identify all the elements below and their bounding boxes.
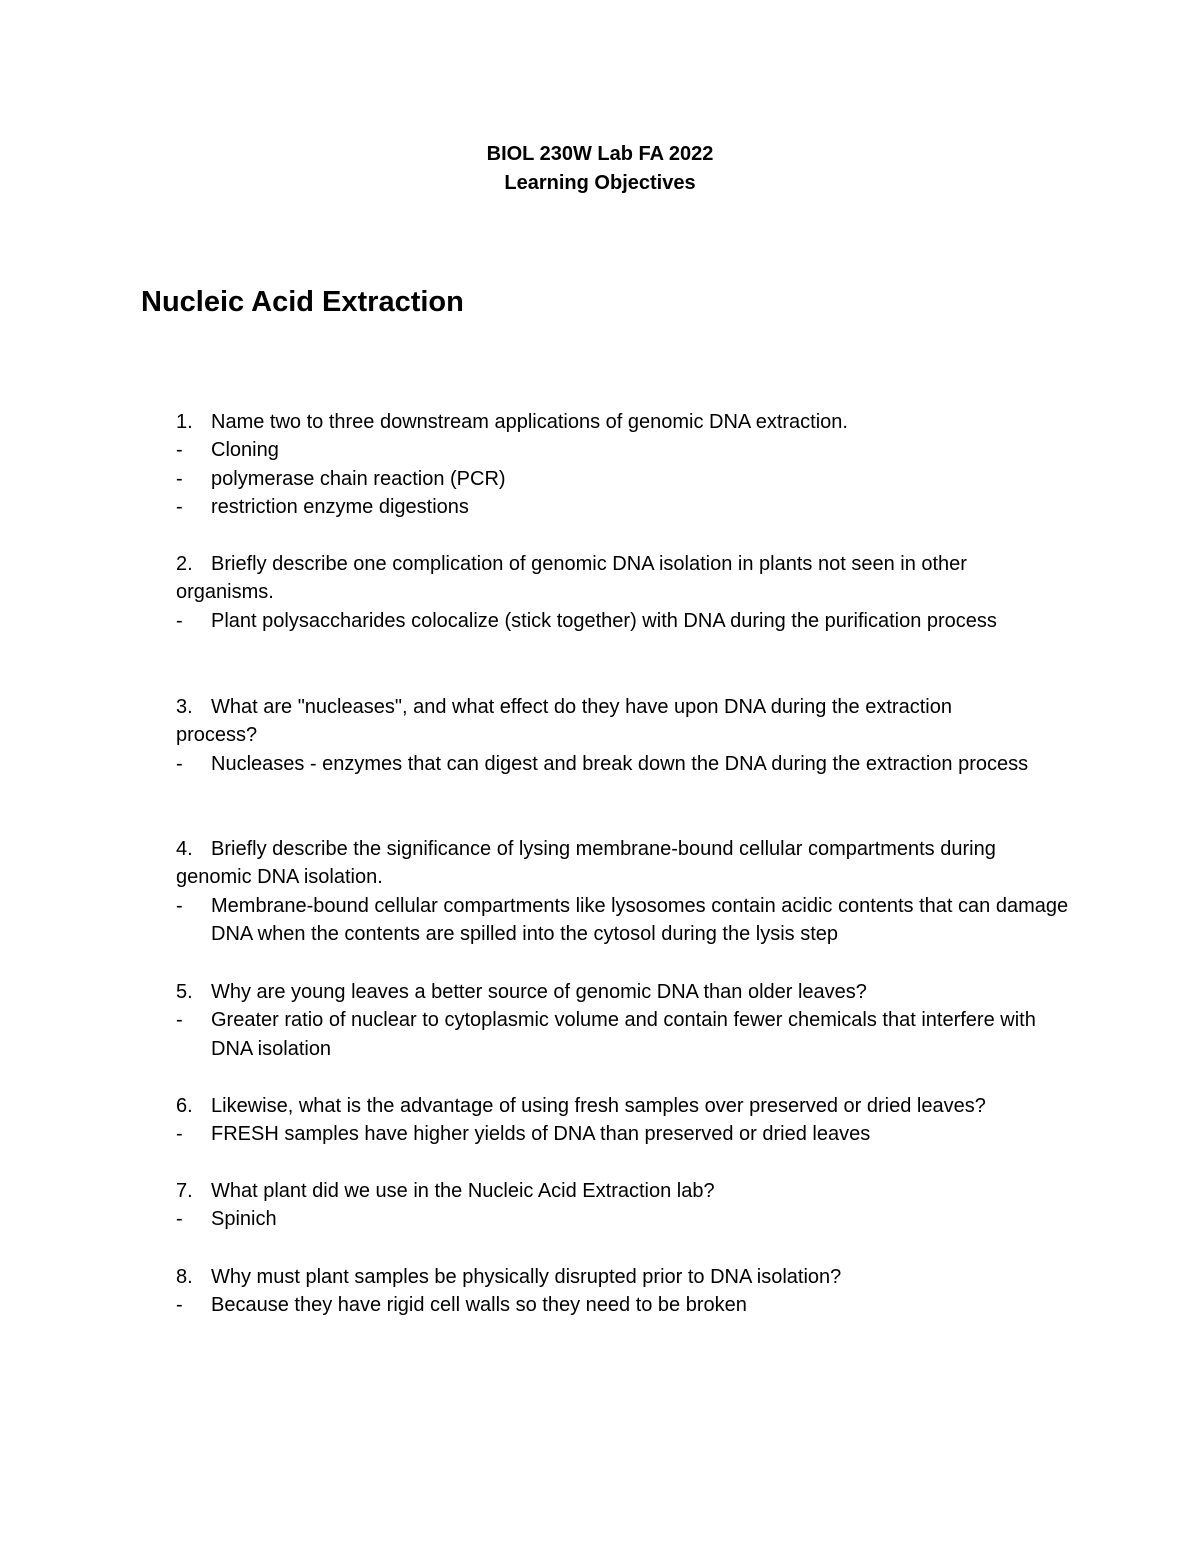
dash-bullet: - xyxy=(176,1009,183,1032)
dash-bullet: - xyxy=(176,894,183,917)
question-2-continued xyxy=(176,578,1076,606)
question-4-continued xyxy=(176,863,1076,891)
question-text: Why are young leaves a better source of genomic DNA than older leaves? xyxy=(211,981,867,1003)
question-text: Briefly describe one complication of genomic DNA isolation in plants not seen in other xyxy=(211,553,967,575)
section-title: Nucleic Acid Extraction xyxy=(141,286,464,318)
answer-text: Nucleases - enzymes that can digest and break down the DNA during the extraction process xyxy=(211,752,1029,775)
answer-text: Cloning xyxy=(211,439,279,462)
question-text: Why must plant samples be physically disrupted prior to DNA isolation? xyxy=(211,1266,842,1288)
answer-item xyxy=(176,1291,1076,1319)
dash-bullet: - xyxy=(176,467,183,490)
dash-bullet: - xyxy=(176,752,183,775)
question-7 xyxy=(176,1177,1076,1205)
answer-text: Membrane-bound cellular compartments like lysosomes contain acidic contents that can damage DNA when the contents are spilled into the cytosol during the lysis step xyxy=(211,894,1069,946)
answer-text: Because they have rigid cell walls so they need to be broken xyxy=(211,1294,747,1317)
question-text: Briefly describe the significance of lysing membrane-bound cellular compartments during xyxy=(211,838,996,860)
question-block-2 xyxy=(176,550,1076,635)
question-number: 8. xyxy=(176,1266,193,1288)
question-block-8 xyxy=(176,1263,1076,1320)
question-text: What are "nucleases", and what effect do they have upon DNA during the extraction xyxy=(211,696,952,718)
question-2 xyxy=(176,550,1076,578)
dash-bullet: - xyxy=(176,496,183,519)
question-block-6 xyxy=(176,1092,1076,1149)
answer-item xyxy=(176,1120,1076,1148)
question-number: 4. xyxy=(176,838,193,860)
dash-bullet: - xyxy=(176,1123,183,1146)
answer-text: polymerase chain reaction (PCR) xyxy=(211,467,506,490)
question-block-4 xyxy=(176,835,1076,949)
question-text-continued: process? xyxy=(176,724,258,747)
question-text-continued: organisms. xyxy=(176,581,274,604)
answer-text: Plant polysaccharides colocalize (stick together) with DNA during the purification process xyxy=(211,609,997,632)
question-number: 1. xyxy=(176,411,193,433)
answer-item xyxy=(176,750,1076,778)
dash-bullet: - xyxy=(176,1208,183,1231)
question-number: 5. xyxy=(176,981,193,1003)
dash-bullet: - xyxy=(176,439,183,462)
dash-bullet: - xyxy=(176,1294,183,1317)
answer-item xyxy=(176,465,1076,493)
question-number: 6. xyxy=(176,1095,193,1117)
question-number: 3. xyxy=(176,696,193,718)
answer-item xyxy=(176,607,1076,635)
question-number: 2. xyxy=(176,553,193,575)
question-number: 7. xyxy=(176,1180,193,1202)
answer-text: Greater ratio of nuclear to cytoplasmic volume and contain fewer chemicals that interfere with DNA isolation xyxy=(211,1009,1036,1060)
question-block-7 xyxy=(176,1177,1076,1234)
answer-item xyxy=(176,436,1076,464)
question-8 xyxy=(176,1263,1076,1291)
dash-bullet: - xyxy=(176,609,183,632)
answer-text: restriction enzyme digestions xyxy=(211,496,469,519)
question-5 xyxy=(176,978,1076,1006)
question-3 xyxy=(176,693,1076,721)
question-4 xyxy=(176,835,1076,863)
question-text: What plant did we use in the Nucleic Acid Extraction lab? xyxy=(211,1180,715,1202)
answer-item xyxy=(176,892,1076,949)
answer-item xyxy=(176,493,1076,521)
question-block-3 xyxy=(176,693,1076,778)
course-title: BIOL 230W Lab FA 2022 xyxy=(486,143,714,165)
answer-item xyxy=(176,1205,1076,1233)
question-text: Name two to three downstream applications of genomic DNA extraction. xyxy=(211,411,848,433)
question-block-1 xyxy=(176,408,1076,522)
answer-text: FRESH samples have higher yields of DNA than preserved or dried leaves xyxy=(211,1123,871,1146)
question-text-continued: genomic DNA isolation. xyxy=(176,866,383,889)
question-text: Likewise, what is the advantage of using fresh samples over preserved or dried leaves? xyxy=(211,1095,986,1117)
question-1 xyxy=(176,408,1076,436)
question-block-5 xyxy=(176,978,1076,1063)
answer-item xyxy=(176,1006,1076,1063)
question-6 xyxy=(176,1092,1076,1120)
answer-text: Spinich xyxy=(211,1208,277,1231)
question-3-continued xyxy=(176,721,1076,749)
document-subtitle: Learning Objectives xyxy=(504,172,696,194)
